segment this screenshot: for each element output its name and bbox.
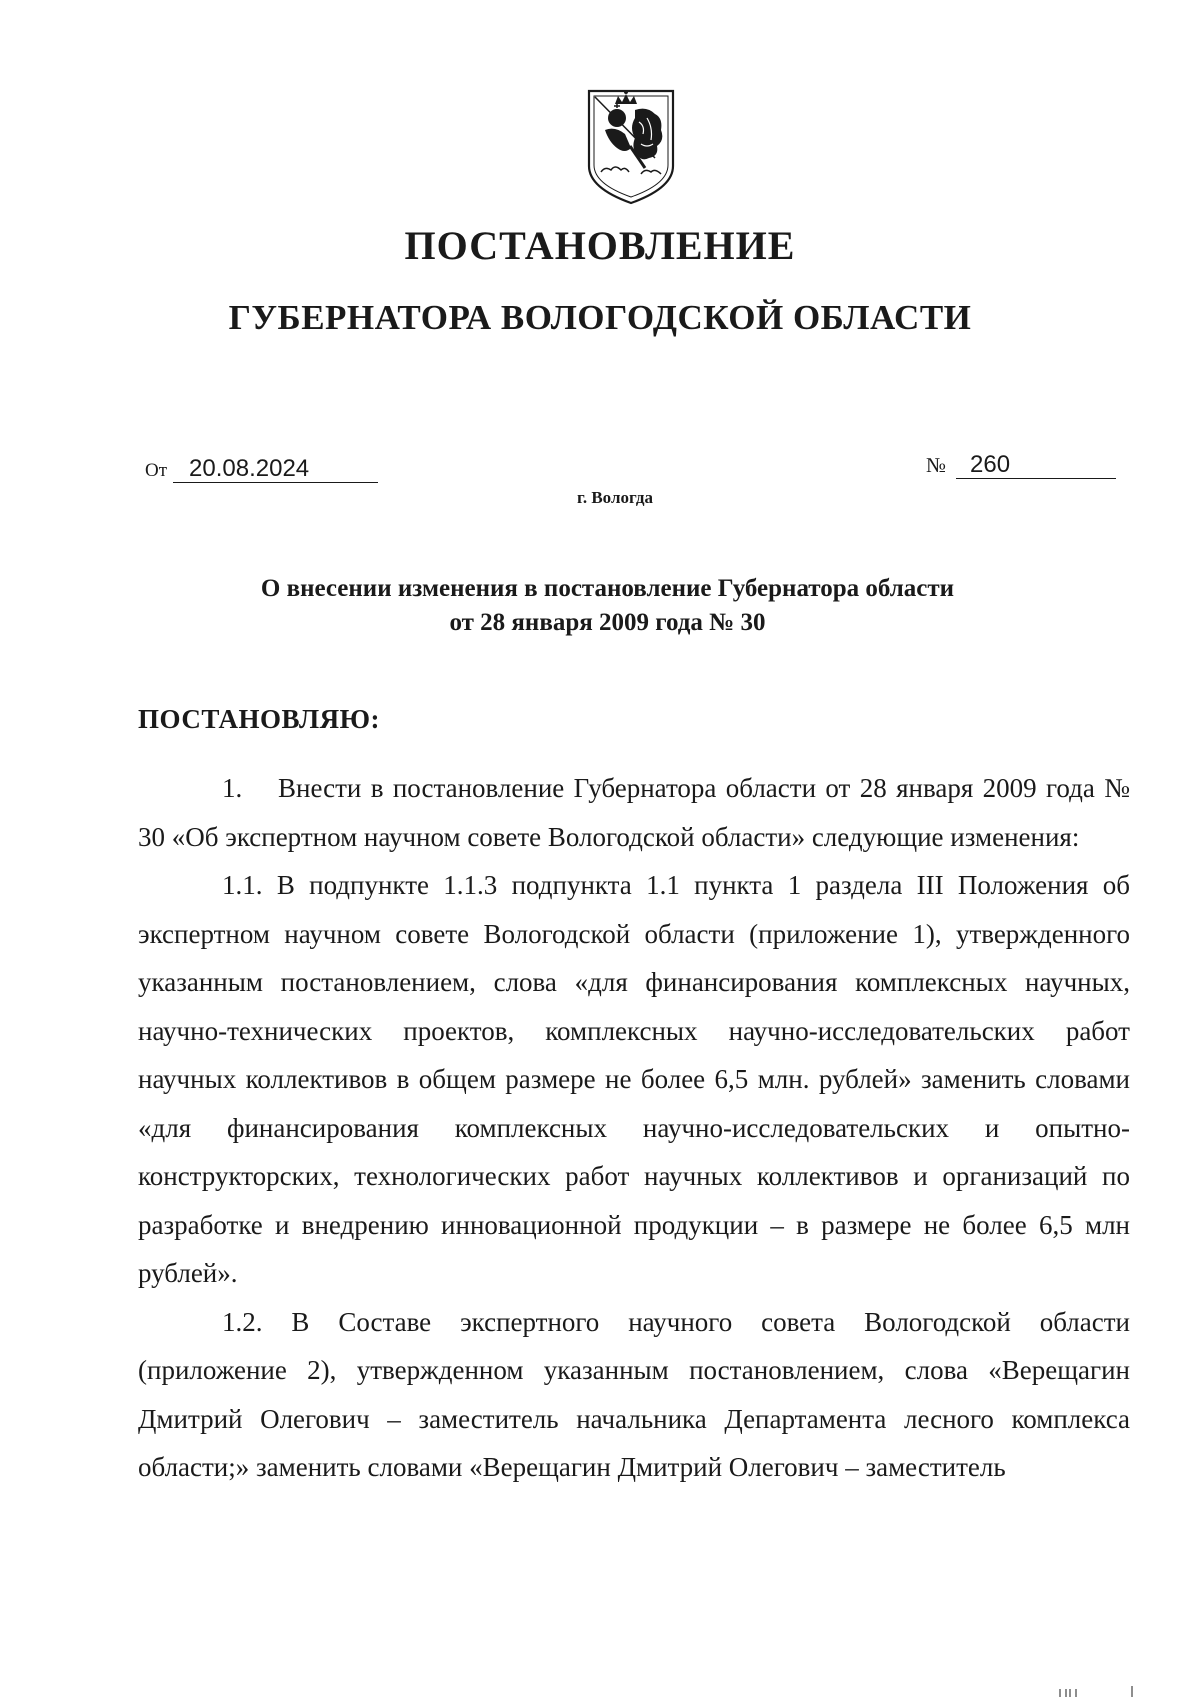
- paragraph-number: 1.2.: [222, 1306, 263, 1337]
- date-value: 20.08.2024: [173, 456, 378, 483]
- document-date: [145, 456, 378, 483]
- document-subject: [0, 572, 1200, 640]
- paragraph-text: Внести в постановление Губернатора области от 28 января 2009 года № 30 «Об экспертном научном совете Вологодской области» следующие изменения:: [138, 773, 1130, 852]
- document-issuer: ГУБЕРНАТОРА ВОЛОГОДСКОЙ ОБЛАСТИ: [228, 298, 972, 337]
- paragraph-text: В подпункте 1.1.3 подпункта 1.1 пункта 1 раздела III Положения об экспертном научном совете Вологодской области (приложение 1), утвержденного указанным постановлением, слова «для финансирования комплексных научных, научно-технических проектов, комплексных научно-исследовательских работ научных коллективов в общем размере не более 6,5 млн. рублей» заменить словами «для финансирования комплексных научно-исследовательских и опытно-конструкторских, технологических работ научных коллективов и организаций по разработке и внедрению инновационной продукции – в размере не более 6,5 млн рублей».: [138, 870, 1130, 1288]
- paragraph-1-1: [138, 861, 1130, 1298]
- paragraph-1: [138, 764, 1130, 861]
- vologda-coat-of-arms-icon: [585, 88, 677, 206]
- subject-line-1: О внесении изменения в постановление Губернатора области: [260, 575, 955, 602]
- document-number: [926, 452, 1116, 479]
- document-body: [138, 764, 1130, 1492]
- subject-line-2: от 28 января 2009 года № 30: [449, 609, 766, 636]
- paragraph-number: 1.1.: [222, 870, 263, 900]
- number-value: 260: [956, 452, 1116, 479]
- paragraph-1-2: [138, 1298, 1130, 1492]
- scan-marks: [1058, 1686, 1138, 1697]
- date-prefix: От: [145, 460, 168, 481]
- paragraph-text: В Составе экспертного научного совета Вологодской области (приложение 2), утвержденном указанным постановлением, слова «Верещагин Дмитрий Олегович – заместитель начальника Департамента лесного комплекса области;» заменить словами «Верещагин Дмитрий Олегович – заместитель: [138, 1306, 1130, 1482]
- city: г. Вологда: [577, 488, 653, 507]
- decree-heading: ПОСТАНОВЛЯЮ:: [138, 704, 380, 734]
- number-prefix: №: [926, 453, 947, 477]
- paragraph-number: 1.: [222, 773, 243, 803]
- document-title: ПОСТАНОВЛЕНИЕ: [404, 223, 796, 268]
